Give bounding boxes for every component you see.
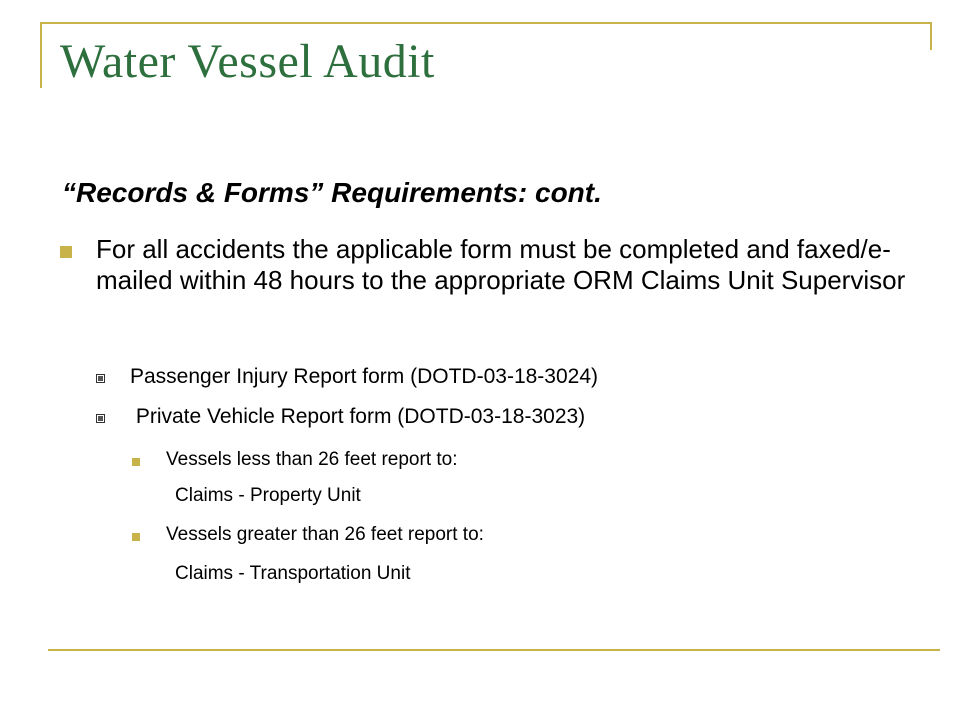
form-item-text: Private Vehicle Report form (DOTD-03-18-3023): [130, 405, 586, 428]
form-item: [96, 364, 896, 389]
checkbox-bullet-icon: [96, 414, 105, 423]
main-bullet: [60, 234, 910, 296]
top-rule: [40, 22, 932, 24]
vessel-rule-unit: Claims - Transportation Unit: [175, 563, 411, 584]
vessel-rule-item: [132, 449, 892, 472]
vessel-rule-condition: Vessels greater than 26 feet report to:: [166, 524, 484, 545]
main-bullet-text: For all accidents the applicable form must be completed and faxed/e-mailed within 48 hours to the appropriate ORM Claims Unit Supervisor: [96, 234, 906, 296]
left-rule: [40, 22, 42, 88]
vessel-rule-condition: Vessels less than 26 feet report to:: [166, 449, 458, 470]
form-item-text: Passenger Injury Report form (DOTD-03-18-3024): [130, 365, 599, 388]
square-bullet-icon: [132, 533, 140, 541]
bottom-rule: [48, 649, 940, 651]
vessel-rule-unit: Claims - Property Unit: [175, 485, 361, 506]
right-rule: [930, 22, 932, 50]
checkbox-bullet-icon: [96, 374, 105, 383]
vessel-rule-item: [132, 524, 892, 547]
square-bullet-icon: [60, 246, 72, 258]
form-item: [96, 404, 896, 429]
section-subheading: “Records & Forms” Requirements: cont.: [62, 177, 602, 208]
square-bullet-icon: [132, 458, 140, 466]
slide-title: Water Vessel Audit: [60, 35, 435, 88]
